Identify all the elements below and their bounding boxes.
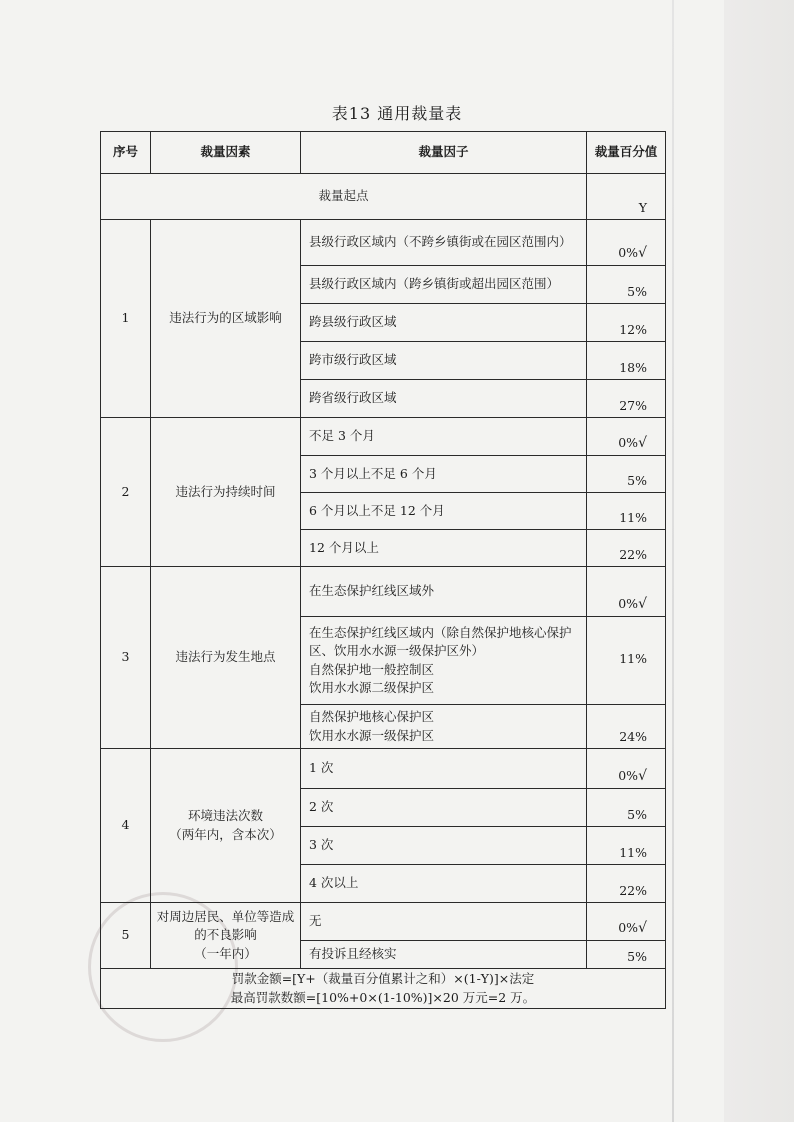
percent-cell: 11% bbox=[587, 827, 666, 865]
percent-cell bbox=[587, 749, 666, 789]
table-row bbox=[101, 220, 666, 266]
factor-cell: 2 次 bbox=[301, 789, 587, 827]
factor-cell: 12 个月以上 bbox=[301, 530, 587, 567]
start-row bbox=[101, 174, 666, 220]
header-percent: 裁量百分值 bbox=[587, 132, 666, 174]
percent-cell: 5% bbox=[587, 789, 666, 827]
factor-cell: 无 bbox=[301, 903, 587, 941]
percent-cell: 5% bbox=[587, 941, 666, 969]
factor-cell: 不足 3 个月 bbox=[301, 418, 587, 456]
factor-cell: 跨市级行政区域 bbox=[301, 342, 587, 380]
element-cell: 违法行为发生地点 bbox=[151, 567, 301, 749]
factor-cell: 跨省级行政区域 bbox=[301, 380, 587, 418]
element-line: 对周边居民、单位等造成的不良影响 bbox=[156, 909, 295, 943]
percent-cell: 24% bbox=[587, 705, 666, 749]
check-mark-icon: √ bbox=[638, 434, 647, 451]
factor-line: 饮用水水源一级保护区 bbox=[309, 727, 435, 743]
seq-cell: 5 bbox=[101, 903, 151, 969]
factor-cell bbox=[301, 705, 587, 749]
percent-value: 0% bbox=[618, 767, 639, 783]
factor-line: 在生态保护红线区域内（除自然保护地核心保护区、饮用水水源一级保护区外） bbox=[309, 625, 572, 659]
percent-cell: 5% bbox=[587, 456, 666, 493]
seq-cell: 3 bbox=[101, 567, 151, 749]
check-mark-icon: √ bbox=[638, 767, 647, 784]
percent-cell bbox=[587, 567, 666, 617]
formula-row bbox=[101, 969, 666, 1009]
element-cell bbox=[151, 903, 301, 969]
percent-value: 0% bbox=[618, 595, 639, 611]
percent-cell: 22% bbox=[587, 865, 666, 903]
check-mark-icon: √ bbox=[638, 919, 647, 936]
percent-value: 0% bbox=[618, 919, 639, 935]
table-row bbox=[101, 418, 666, 456]
factor-cell: 县级行政区域内（不跨乡镇街或在园区范围内） bbox=[301, 220, 587, 266]
formula-line-1: 罚款金额=[Y+（裁量百分值累计之和）×(1-Y)]×法定 bbox=[231, 971, 535, 986]
element-line: 环境违法次数 bbox=[187, 808, 263, 824]
factor-cell: 1 次 bbox=[301, 749, 587, 789]
table-row bbox=[101, 749, 666, 789]
element-cell bbox=[151, 749, 301, 903]
factor-cell: 有投诉且经核实 bbox=[301, 941, 587, 969]
header-seq: 序号 bbox=[101, 132, 151, 174]
factor-line: 自然保护地核心保护区 bbox=[309, 709, 435, 725]
table-row bbox=[101, 567, 666, 617]
table-row bbox=[101, 903, 666, 941]
factor-cell: 在生态保护红线区域外 bbox=[301, 567, 587, 617]
percent-value: 0% bbox=[618, 434, 639, 450]
element-line: （两年内，含本次） bbox=[169, 826, 282, 842]
factor-line: 饮用水水源二级保护区 bbox=[309, 679, 435, 695]
factor-cell: 3 次 bbox=[301, 827, 587, 865]
page-margin-shadow bbox=[724, 0, 794, 1122]
percent-cell: 22% bbox=[587, 530, 666, 567]
page-edge-line bbox=[672, 0, 674, 1122]
start-label: 裁量起点 bbox=[101, 174, 587, 220]
element-cell: 违法行为的区域影响 bbox=[151, 220, 301, 418]
discretion-table bbox=[100, 131, 666, 1009]
factor-cell: 3 个月以上不足 6 个月 bbox=[301, 456, 587, 493]
percent-cell: 11% bbox=[587, 493, 666, 530]
header-element: 裁量因素 bbox=[151, 132, 301, 174]
factor-line: 自然保护地一般控制区 bbox=[309, 661, 435, 677]
percent-cell: 18% bbox=[587, 342, 666, 380]
percent-cell: 12% bbox=[587, 304, 666, 342]
percent-cell bbox=[587, 418, 666, 456]
seq-cell: 4 bbox=[101, 749, 151, 903]
check-mark-icon: √ bbox=[638, 595, 647, 612]
factor-cell: 跨县级行政区域 bbox=[301, 304, 587, 342]
formula-cell bbox=[101, 969, 666, 1009]
factor-cell bbox=[301, 617, 587, 705]
factor-cell: 县级行政区域内（跨乡镇街或超出园区范围） bbox=[301, 266, 587, 304]
percent-cell bbox=[587, 903, 666, 941]
seq-cell: 1 bbox=[101, 220, 151, 418]
start-value: Y bbox=[587, 174, 666, 220]
percent-cell: 27% bbox=[587, 380, 666, 418]
seq-cell: 2 bbox=[101, 418, 151, 567]
check-mark-icon: √ bbox=[638, 244, 647, 261]
header-factor: 裁量因子 bbox=[301, 132, 587, 174]
table-title: 表13 通用裁量表 bbox=[331, 104, 463, 123]
header-row bbox=[101, 132, 666, 174]
percent-cell: 5% bbox=[587, 266, 666, 304]
element-line: （一年内） bbox=[194, 945, 257, 961]
percent-cell bbox=[587, 220, 666, 266]
element-cell: 违法行为持续时间 bbox=[151, 418, 301, 567]
formula-line-2: 最高罚款数额=[10%+0×(1-10%)]×20 万元=2 万。 bbox=[230, 990, 536, 1006]
percent-value: 0% bbox=[618, 244, 639, 260]
factor-cell: 6 个月以上不足 12 个月 bbox=[301, 493, 587, 530]
factor-cell: 4 次以上 bbox=[301, 865, 587, 903]
percent-cell: 11% bbox=[587, 617, 666, 705]
